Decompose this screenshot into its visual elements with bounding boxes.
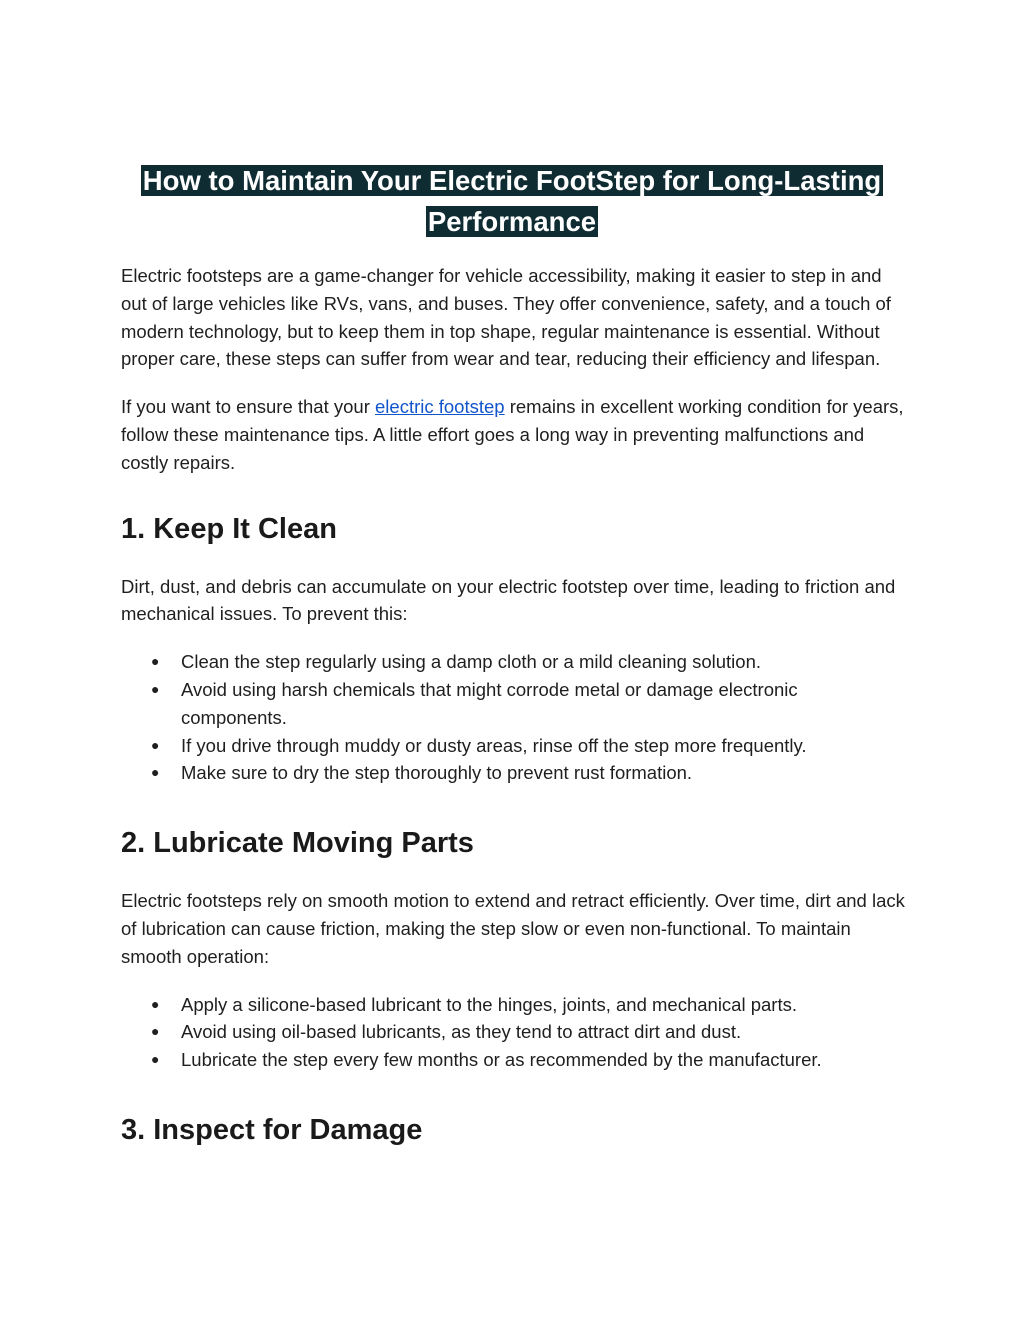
article-body xyxy=(121,262,906,1148)
bullet-icon: ● xyxy=(151,653,160,670)
list-item xyxy=(121,648,906,676)
bullet-icon: ● xyxy=(151,1051,160,1068)
list-item xyxy=(121,991,906,1019)
list-item xyxy=(121,732,906,760)
bullet-icon: ● xyxy=(151,736,160,753)
list-item-text: Apply a silicone-based lubricant to the hinges, joints, and mechanical parts. xyxy=(181,993,797,1015)
list-item-text: Make sure to dry the step thoroughly to prevent rust formation. xyxy=(181,762,693,784)
section-heading-keep-it-clean: 1. Keep It Clean xyxy=(121,512,337,545)
intro-text-before-link: If you want to ensure that your xyxy=(121,396,376,418)
section-heading-inspect-for-damage: 3. Inspect for Damage xyxy=(121,1113,423,1146)
list-item-text: Avoid using harsh chemicals that might corrode metal or damage electronic components. xyxy=(181,678,798,728)
page-title: How to Maintain Your Electric FootStep for Long-Lasting Performance xyxy=(142,165,882,237)
title-block xyxy=(100,160,924,242)
intro-paragraph-2 xyxy=(121,393,906,476)
section-2-bullet-list xyxy=(121,991,906,1074)
bullet-icon: ● xyxy=(151,764,160,781)
list-item-text: If you drive through muddy or dusty areas, rinse off the step more frequently. xyxy=(181,734,807,756)
intro-text-after-link: remains in excellent working condition for years, follow these maintenance tips. A little effort goes a long way in preventing malfunctions and costly repairs. xyxy=(121,396,904,473)
bullet-icon: ● xyxy=(151,680,160,697)
section-heading-lubricate-moving-parts: 2. Lubricate Moving Parts xyxy=(121,827,474,860)
list-item xyxy=(121,1018,906,1046)
section-2-paragraph: Electric footsteps rely on smooth motion to extend and retract efficiently. Over time, dirt and lack of lubrication can cause friction, making the step slow or even non-functional. To maintain smooth operation: xyxy=(121,890,905,967)
bullet-icon: ● xyxy=(151,1023,160,1040)
intro-paragraph-1: Electric footsteps are a game-changer for vehicle accessibility, making it easier to step in and out of large vehicles like RVs, vans, and buses. They offer convenience, safety, and a touch of modern technology, but to keep them in top shape, regular maintenance is essential. Without proper care, these steps can suffer from wear and tear, reducing their efficiency and lifespan. xyxy=(121,265,891,370)
list-item xyxy=(121,1046,906,1074)
section-1-paragraph: Dirt, dust, and debris can accumulate on your electric footstep over time, leading to friction and mechanical issues. To prevent this: xyxy=(121,575,896,625)
list-item-text: Lubricate the step every few months or as recommended by the manufacturer. xyxy=(181,1049,822,1071)
section-1-bullet-list xyxy=(121,648,906,787)
electric-footstep-link[interactable]: electric footstep xyxy=(375,396,505,418)
list-item-text: Avoid using oil-based lubricants, as they tend to attract dirt and dust. xyxy=(181,1021,742,1043)
bullet-icon: ● xyxy=(151,995,160,1012)
list-item-text: Clean the step regularly using a damp cloth or a mild cleaning solution. xyxy=(181,651,761,673)
list-item xyxy=(121,676,906,732)
list-item xyxy=(121,759,906,787)
